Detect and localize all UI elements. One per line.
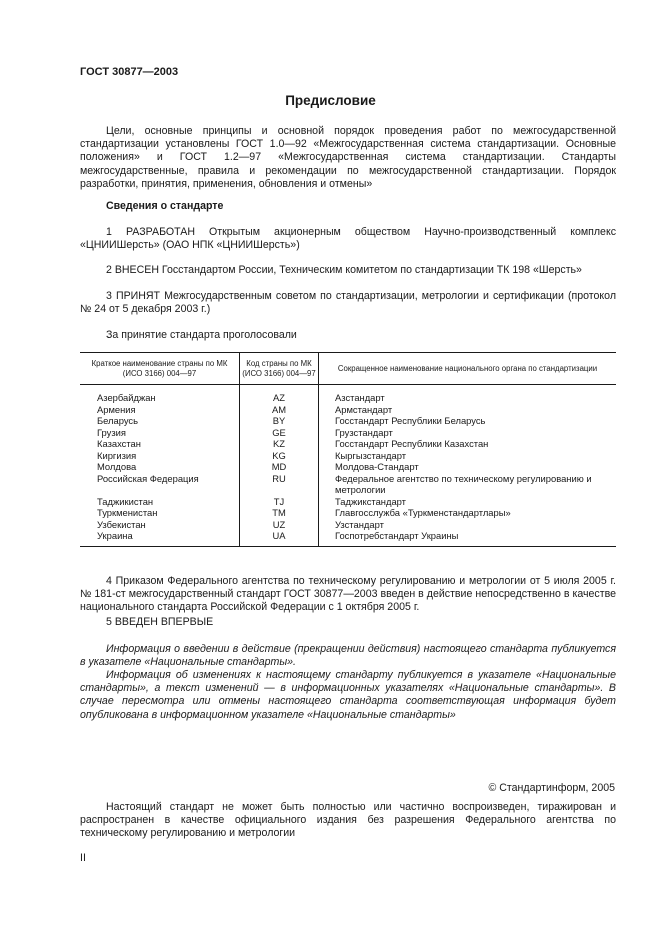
country-code-cell: UA <box>240 530 319 546</box>
standards-body-cell: Узстандарт <box>319 519 617 531</box>
country-code-cell: GE <box>240 427 319 439</box>
item-adopted: 3 ПРИНЯТ Межгосударственным советом по стандартизации, метрологии и сертификации (протокол № 24 от 5 декабря 2003 г.) <box>80 290 616 316</box>
country-code-cell: RU <box>240 473 319 496</box>
country-name-cell: Грузия <box>97 426 126 438</box>
table-row <box>80 438 616 450</box>
document-header: ГОСТ 30877—2003 <box>80 66 179 78</box>
info-heading: Сведения о стандарте <box>106 200 224 212</box>
table-row <box>80 530 616 546</box>
standards-body-cell: Армстандарт <box>319 404 617 416</box>
rights-notice: Настоящий стандарт не может быть полностью или частично воспроизведен, тиражирован и распространен в качестве официального издания без разрешения Федерального агентства по техническому регулированию и метрологии <box>80 801 616 840</box>
table-row <box>80 450 616 462</box>
standards-body-cell: Таджикстандарт <box>319 496 617 508</box>
country-name-cell: Узбекистан <box>97 518 146 530</box>
country-code-cell: MD <box>240 461 319 473</box>
table-body <box>80 385 616 547</box>
country-name-cell: Молдова <box>97 461 137 472</box>
copyright-notice: © Стандартинформ, 2005 <box>488 782 615 794</box>
table-row <box>80 496 616 508</box>
standards-body-cell: Госпотребстандарт Украины <box>319 530 617 546</box>
intro-paragraph: Цели, основные принципы и основной порядок проведения работ по межгосударственной стандартизации установлены ГОСТ 1.0—92 «Межгосударственная система стандартизации. Основные положения» и ГОСТ 1.2—97 «Межгосударственная система стандартизации. Стандарты межгосударственные, правила и рекомендации по межгосударственной стандартизации. Порядок разработки, принятия, применения, обновления и отмены» <box>80 125 616 190</box>
table-row <box>80 507 616 519</box>
country-code-cell: TJ <box>240 496 319 508</box>
table-row <box>80 427 616 439</box>
table-row <box>80 404 616 416</box>
page-title: Предисловие <box>285 93 376 108</box>
table-row <box>80 385 616 404</box>
country-name-cell: Беларусь <box>97 415 139 426</box>
table-row <box>80 473 616 496</box>
voting-table <box>80 352 616 547</box>
country-code-cell: KG <box>240 450 319 462</box>
country-name-cell: Туркменистан <box>97 507 158 518</box>
country-name-cell: Российская Федерация <box>97 472 199 484</box>
item-first-introduced: 5 ВВЕДЕН ВПЕРВЫЕ <box>106 616 214 628</box>
country-code-cell: AM <box>240 404 319 416</box>
standards-body-cell: Федеральное агентство по техническому регулированию и метрологии <box>319 473 617 496</box>
country-name-cell: Киргизия <box>97 449 137 461</box>
info-note-changes: Информация об изменениях к настоящему стандарту публикуется в указателе «Национальные стандарты», а текст изменений — в информационных указателях «Национальные стандарты». В случае пересмотра или отмены настоящего стандарта соответствующая информация будет опубликована в информационном указателе «Национальные стандарты» <box>80 669 616 721</box>
country-code-cell: BY <box>240 415 319 427</box>
header-standards-body: Сокращенное наименование национального органа по стандартизации <box>319 353 617 385</box>
standards-body-cell: Кыргызстандарт <box>319 450 617 462</box>
header-country-name: Краткое наименование страны по МК (ИСО 3166) 004—97 <box>80 353 240 385</box>
standards-body-cell: Главгосслужба «Туркменстандартлары» <box>319 507 617 519</box>
country-name-cell: Азербайджан <box>97 392 156 403</box>
country-code-cell: UZ <box>240 519 319 531</box>
standards-body-cell: Грузстандарт <box>319 427 617 439</box>
standards-body-cell: Госстандарт Республики Беларусь <box>319 415 617 427</box>
info-note-introduction: Информация о введении в действие (прекращении действия) настоящего стандарта публикуется в указателе «Национальные стандарты». <box>80 643 616 669</box>
country-code-cell: KZ <box>240 438 319 450</box>
country-code-cell: TM <box>240 507 319 519</box>
table-row <box>80 519 616 531</box>
country-name-cell: Армения <box>97 403 136 415</box>
standards-body-cell: Азстандарт <box>319 385 617 404</box>
item-developed: 1 РАЗРАБОТАН Открытым акционерным обществом Научно-производственный комплекс «ЦНИИШерсть» (ОАО НПК «ЦНИИШерсть») <box>80 226 616 252</box>
header-country-code: Код страны по МК (ИСО 3166) 004—97 <box>240 353 319 385</box>
page-number: II <box>80 852 86 864</box>
table-row <box>80 415 616 427</box>
table-row <box>80 461 616 473</box>
country-name-cell: Украина <box>80 530 240 546</box>
country-code-cell: AZ <box>240 385 319 404</box>
item-order: 4 Приказом Федерального агентства по техническому регулированию и метрологии от 5 июля 2005 г. № 181-ст межгосударственный стандарт ГОСТ 30877—2003 введен в действие непосредственно в качестве национального стандарта Российской Федерации с 1 октября 2005 г. <box>80 575 616 614</box>
country-name-cell: Казахстан <box>97 438 141 449</box>
vote-intro: За принятие стандарта проголосовали <box>106 329 297 341</box>
table-header-row <box>80 353 616 385</box>
country-name-cell: Таджикистан <box>97 495 154 507</box>
item-introduced: 2 ВНЕСЕН Госстандартом России, Техническим комитетом по стандартизации ТК 198 «Шерсть» <box>106 264 582 276</box>
standards-body-cell: Госстандарт Республики Казахстан <box>319 438 617 450</box>
standards-body-cell: Молдова-Стандарт <box>319 461 617 473</box>
